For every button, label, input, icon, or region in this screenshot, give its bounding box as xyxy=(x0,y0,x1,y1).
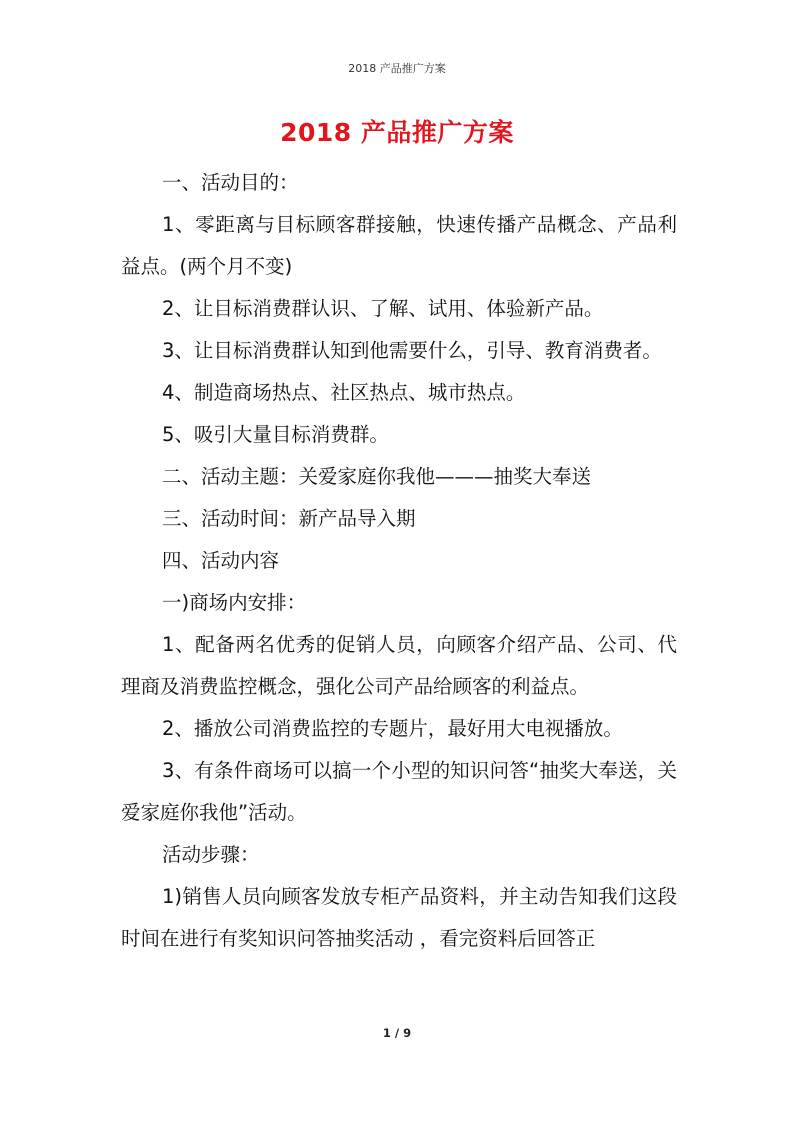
page-number: 1 / 9 xyxy=(382,1026,412,1040)
paragraph: 4、制造商场热点、社区热点、城市热点。 xyxy=(162,381,526,404)
section-heading-time: 三、活动时间：新产品导入期 xyxy=(162,507,416,530)
section-heading-content: 四、活动内容 xyxy=(162,549,280,572)
paragraph: 3、让目标消费群认知到他需要什么，引导、教育消费者。 xyxy=(162,339,662,362)
document-title: 2018 产品推广方案 xyxy=(280,118,514,147)
paragraph: 1、零距离与目标顾客群接触，快速传播产品概念、产品利益点。(两个月不变) xyxy=(121,213,677,278)
steps-heading: 活动步骤： xyxy=(162,843,260,866)
paragraph: 1)销售人员向顾客发放专柜产品资料，并主动告知我们这段时间在进行有奖知识问答抽奖活动 ，看完资料后回答正 xyxy=(121,885,677,950)
document-body xyxy=(121,162,677,960)
paragraph: 1、配备两名优秀的促销人员，向顾客介绍产品、公司、代理商及消费监控概念，强化公司产品给顾客的利益点。 xyxy=(121,633,677,698)
paragraph: 3、有条件商场可以搞一个小型的知识问答“抽奖大奉送，关爱家庭你我他”活动。 xyxy=(121,759,677,824)
subsection-heading: 一)商场内安排： xyxy=(162,591,307,614)
section-heading-theme: 二、活动主题：关爱家庭你我他———抽奖大奉送 xyxy=(162,465,592,488)
paragraph: 2、播放公司消费监控的专题片，最好用大电视播放。 xyxy=(162,717,623,740)
running-header: 2018 产品推广方案 xyxy=(348,62,446,75)
paragraph: 2、让目标消费群认识、了解、试用、体验新产品。 xyxy=(162,297,604,320)
section-heading-purpose: 一、活动目的： xyxy=(162,171,299,194)
paragraph: 5、吸引大量目标消费群。 xyxy=(162,423,389,446)
